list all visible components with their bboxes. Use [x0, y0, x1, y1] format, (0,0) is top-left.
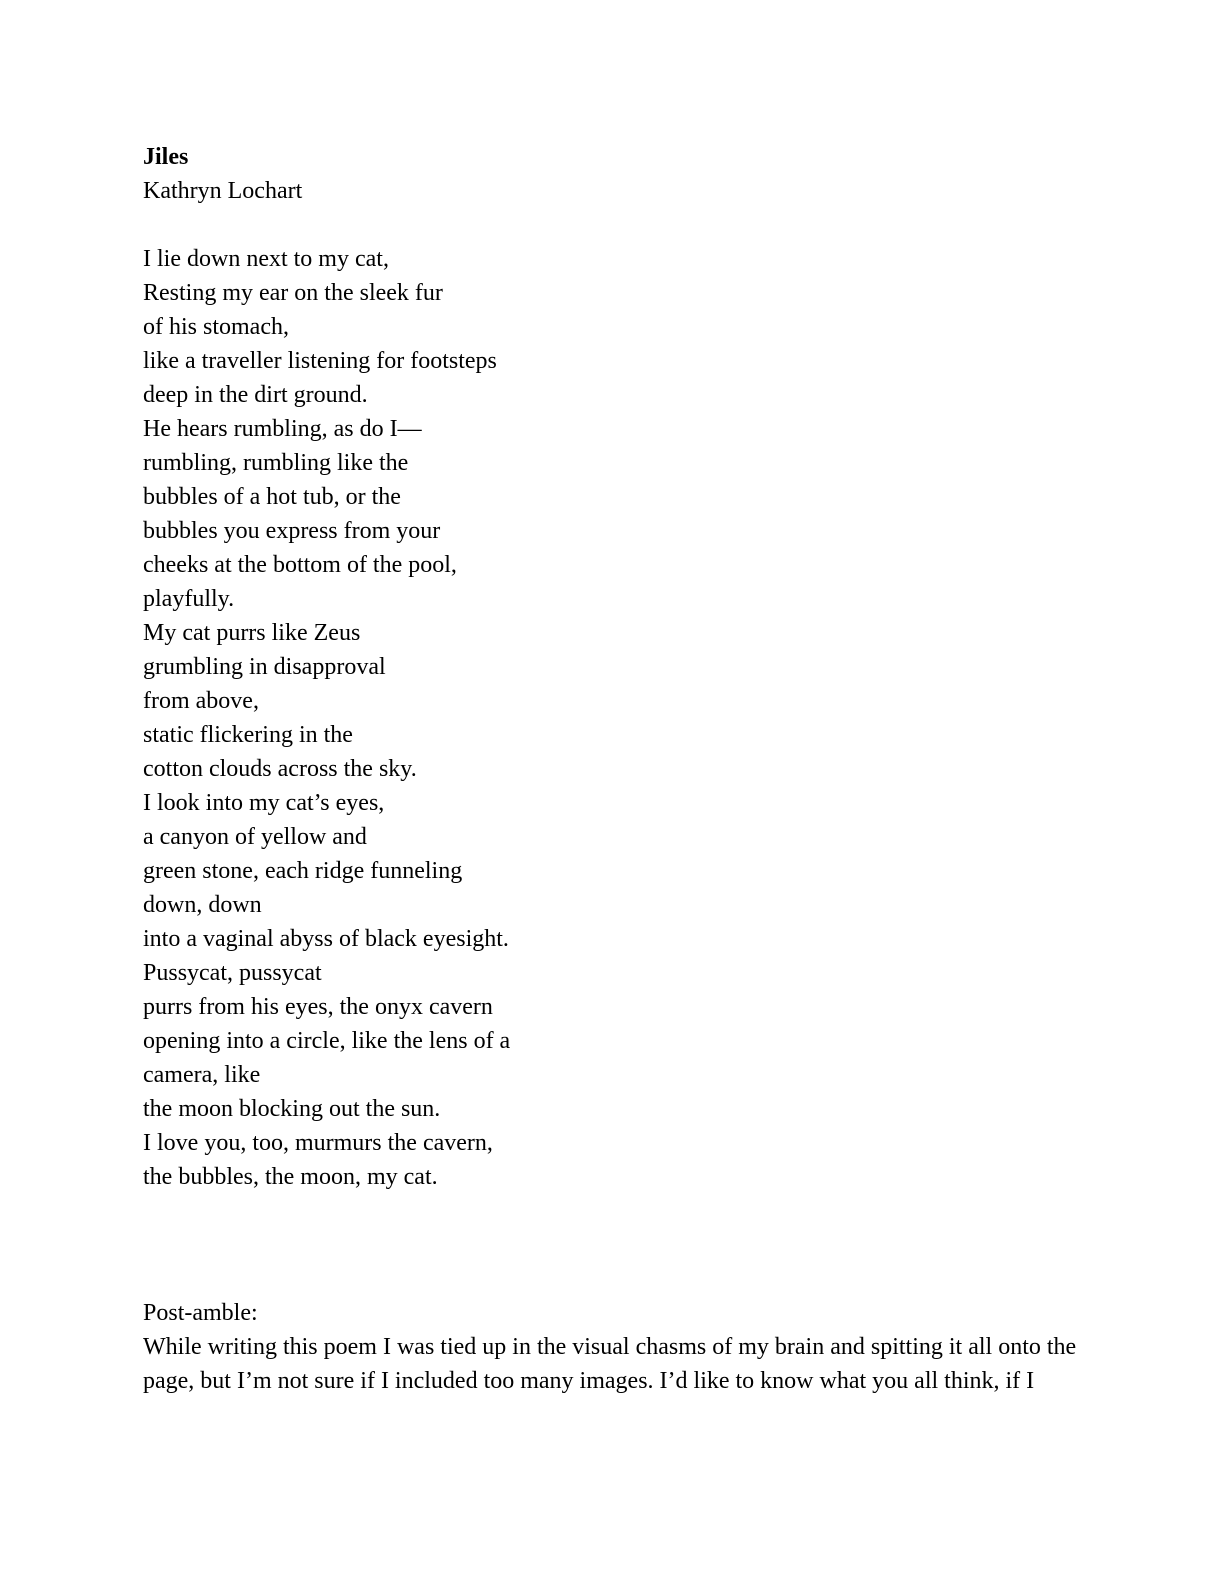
poem-line: the moon blocking out the sun. — [143, 1096, 441, 1122]
poem-line: grumbling in disapproval — [143, 654, 386, 680]
poem-line: static flickering in the — [143, 722, 353, 748]
poem-line: bubbles of a hot tub, or the — [143, 484, 401, 510]
document-page — [143, 140, 1103, 1398]
poem-title: Jiles — [143, 144, 189, 170]
poem-line: Resting my ear on the sleek fur — [143, 280, 443, 306]
poem-line: a canyon of yellow and — [143, 824, 367, 850]
poem-line: opening into a circle, like the lens of a — [143, 1028, 511, 1054]
poem-line: like a traveller listening for footsteps — [143, 348, 497, 374]
poem-body — [143, 242, 1103, 1194]
spacer — [143, 1194, 1103, 1296]
poem-line: I lie down next to my cat, — [143, 246, 389, 272]
poem-line: Pussycat, pussycat — [143, 960, 322, 986]
poem-line: He hears rumbling, as do I— — [143, 416, 422, 442]
poem-line: camera, like — [143, 1062, 261, 1088]
poem-line: cotton clouds across the sky. — [143, 756, 417, 782]
poem-line: deep in the dirt ground. — [143, 382, 368, 408]
poem-line: purrs from his eyes, the onyx cavern — [143, 994, 493, 1020]
poem-line: cheeks at the bottom of the pool, — [143, 552, 457, 578]
spacer — [143, 208, 1103, 242]
postamble-label: Post-amble: — [143, 1300, 258, 1326]
poem-line: I look into my cat’s eyes, — [143, 790, 385, 816]
poem-line: the bubbles, the moon, my cat. — [143, 1164, 438, 1190]
poem-line: into a vaginal abyss of black eyesight. — [143, 926, 509, 952]
poem-line: playfully. — [143, 586, 235, 612]
poem-author: Kathryn Lochart — [143, 178, 303, 204]
poem-line: My cat purrs like Zeus — [143, 620, 361, 646]
poem-line: bubbles you express from your — [143, 518, 441, 544]
poem-line: I love you, too, murmurs the cavern, — [143, 1130, 493, 1156]
poem-line: of his stomach, — [143, 314, 289, 340]
poem-line: rumbling, rumbling like the — [143, 450, 409, 476]
postamble-text: While writing this poem I was tied up in the visual chasms of my brain and spitting it all onto the page, but I’m not sure if I included too many images. I’d like to know what you all think, if I — [143, 1334, 1077, 1394]
poem-line: down, down — [143, 892, 262, 918]
poem-line: from above, — [143, 688, 259, 714]
poem-line: green stone, each ridge funneling — [143, 858, 463, 884]
